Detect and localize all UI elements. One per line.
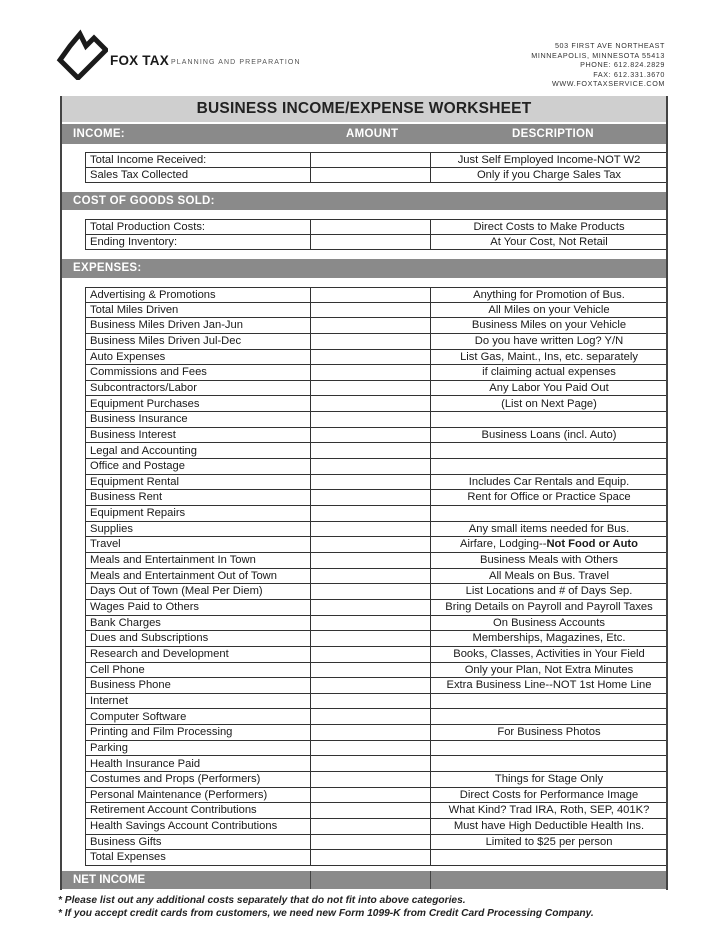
row-left-border bbox=[85, 834, 86, 851]
table-row bbox=[86, 219, 666, 235]
row-left-border bbox=[85, 521, 86, 538]
row-description bbox=[432, 537, 666, 552]
row-left-border bbox=[85, 536, 86, 553]
row-description-text: Memberships, Magazines, Etc. bbox=[472, 632, 626, 645]
amount-cell[interactable] bbox=[310, 474, 431, 490]
table-row bbox=[86, 350, 666, 366]
row-description-text: All Meals on Bus. Travel bbox=[488, 569, 609, 582]
table-row bbox=[86, 303, 666, 319]
row-description bbox=[432, 235, 666, 250]
row-left-border bbox=[85, 599, 86, 616]
row-left-border bbox=[85, 787, 86, 804]
row-left-border bbox=[85, 474, 86, 491]
table-row bbox=[86, 584, 666, 600]
row-description bbox=[432, 334, 666, 349]
row-left-border bbox=[85, 615, 86, 632]
row-left-border bbox=[85, 505, 86, 522]
table-row bbox=[86, 835, 666, 851]
row-label: Equipment Rental bbox=[90, 475, 179, 488]
table-row bbox=[86, 600, 666, 616]
row-label: Wages Paid to Others bbox=[90, 601, 200, 613]
row-description-text: Direct Costs to Make Products bbox=[473, 221, 625, 233]
amount-cell[interactable] bbox=[310, 364, 431, 380]
row-left-border bbox=[85, 568, 86, 585]
income-section-header bbox=[62, 124, 666, 144]
table-row bbox=[86, 365, 666, 381]
table-row bbox=[86, 710, 666, 726]
amount-cell[interactable] bbox=[310, 505, 431, 521]
row-description bbox=[432, 788, 666, 803]
table-row bbox=[86, 152, 666, 168]
row-description bbox=[432, 835, 666, 850]
amount-cell[interactable] bbox=[310, 152, 431, 168]
row-description bbox=[432, 584, 666, 599]
row-left-border bbox=[85, 771, 86, 788]
row-left-border bbox=[85, 349, 86, 366]
row-left-border bbox=[85, 756, 86, 773]
table-row bbox=[86, 725, 666, 741]
row-left-border bbox=[85, 709, 86, 726]
row-description-text: Airfare, Lodging-- bbox=[460, 538, 547, 551]
amount-cell[interactable] bbox=[310, 443, 431, 459]
row-label: Meals and Entertainment In Town bbox=[90, 554, 256, 567]
row-description bbox=[432, 381, 666, 396]
net-income-amount-cell[interactable] bbox=[310, 871, 431, 889]
table-row bbox=[86, 694, 666, 710]
amount-cell[interactable] bbox=[310, 521, 431, 537]
table-row bbox=[86, 850, 666, 866]
row-description-text: Limited to $25 per person bbox=[485, 835, 613, 848]
website-line: WWW.FOXTAXSERVICE.COM bbox=[552, 79, 665, 89]
row-label: Business Interest bbox=[90, 428, 176, 441]
travel-description-bold: Not Food or Auto bbox=[546, 538, 638, 551]
row-label: Travel bbox=[90, 538, 121, 551]
worksheet-title: BUSINESS INCOME/EXPENSE WORKSHEET bbox=[62, 96, 666, 122]
row-label: Business Miles Driven Jul-Dec bbox=[90, 334, 242, 347]
amount-cell[interactable] bbox=[310, 615, 431, 631]
row-label: Total Expenses bbox=[90, 851, 166, 864]
row-description bbox=[432, 725, 666, 740]
amount-cell[interactable] bbox=[310, 552, 431, 568]
row-description-text: Bring Details on Payroll and Payroll Taxes bbox=[445, 601, 653, 613]
cogs-section-header bbox=[62, 192, 666, 210]
row-description bbox=[432, 600, 666, 615]
amount-cell[interactable] bbox=[310, 458, 431, 474]
amount-cell[interactable] bbox=[310, 317, 431, 333]
worksheet bbox=[60, 96, 668, 890]
row-description bbox=[432, 647, 666, 662]
amount-cell[interactable] bbox=[310, 724, 431, 740]
amount-cell[interactable] bbox=[310, 333, 431, 349]
row-description-text: For Business Photos bbox=[497, 726, 601, 739]
table-row bbox=[86, 381, 666, 397]
row-left-border bbox=[85, 364, 86, 381]
row-description bbox=[432, 303, 666, 318]
row-left-border bbox=[85, 380, 86, 397]
amount-cell[interactable] bbox=[310, 380, 431, 396]
row-left-border bbox=[85, 302, 86, 319]
row-label: Personal Maintenance (Performers) bbox=[90, 788, 268, 801]
table-row bbox=[86, 287, 666, 303]
amount-cell[interactable] bbox=[310, 630, 431, 646]
row-description-text: Extra Business Line--NOT 1st Home Line bbox=[446, 679, 652, 692]
amount-cell[interactable] bbox=[310, 802, 431, 818]
row-description bbox=[432, 428, 666, 443]
row-description-text: Any Labor You Paid Out bbox=[489, 381, 609, 394]
row-description-text: Rent for Office or Practice Space bbox=[467, 491, 631, 504]
row-label: Subcontractors/Labor bbox=[90, 381, 197, 394]
row-description bbox=[432, 220, 666, 235]
table-row bbox=[86, 475, 666, 491]
row-label: Bank Charges bbox=[90, 616, 161, 629]
table-row bbox=[86, 663, 666, 679]
row-left-border bbox=[85, 443, 86, 460]
footnote-additional-costs: * Please list out any additional costs separately that do not fit into above categories. bbox=[58, 895, 466, 906]
row-label: Total Income Received: bbox=[90, 154, 207, 166]
amount-cell[interactable] bbox=[310, 771, 431, 787]
brand-tagline: PLANNING AND PREPARATION bbox=[171, 59, 301, 66]
row-description-text: Only if you Charge Sales Tax bbox=[476, 168, 622, 181]
row-description-text: Business Loans (incl. Auto) bbox=[481, 428, 617, 441]
row-left-border bbox=[85, 427, 86, 444]
row-label: Legal and Accounting bbox=[90, 444, 197, 457]
amount-cell[interactable] bbox=[310, 427, 431, 443]
table-row bbox=[86, 444, 666, 460]
row-left-border bbox=[85, 646, 86, 663]
table-row bbox=[86, 318, 666, 334]
amount-cell[interactable] bbox=[310, 411, 431, 427]
row-left-border bbox=[85, 396, 86, 413]
row-label: Internet bbox=[90, 694, 128, 707]
table-row bbox=[86, 678, 666, 694]
row-description bbox=[432, 397, 666, 412]
row-description bbox=[432, 153, 666, 168]
row-description bbox=[432, 365, 666, 380]
fax-line: FAX: 612.331.3670 bbox=[593, 69, 665, 79]
row-description-text: Business Miles on your Vehicle bbox=[471, 319, 627, 332]
address-line: 503 FIRST AVE NORTHEAST bbox=[554, 41, 665, 50]
row-description-text: if claiming actual expenses bbox=[482, 366, 616, 379]
phone-line: PHONE: 612.824.2829 bbox=[580, 60, 665, 70]
row-description bbox=[432, 772, 666, 787]
row-label: Commissions and Fees bbox=[90, 366, 207, 379]
table-row bbox=[86, 428, 666, 444]
amount-cell[interactable] bbox=[310, 787, 431, 803]
table-row bbox=[86, 397, 666, 413]
amount-cell[interactable] bbox=[310, 756, 431, 772]
row-label: Business Miles Driven Jan-Jun bbox=[90, 319, 243, 332]
brand-name: FOX TAX bbox=[110, 53, 169, 68]
row-left-border bbox=[85, 552, 86, 569]
table-row bbox=[86, 506, 666, 522]
row-left-border bbox=[85, 317, 86, 334]
row-description-text: Business Meals with Others bbox=[479, 554, 619, 567]
row-left-border bbox=[85, 489, 86, 506]
table-row bbox=[86, 569, 666, 585]
row-description-text: Includes Car Rentals and Equip. bbox=[468, 475, 630, 488]
row-description-text: Only your Plan, Not Extra Minutes bbox=[464, 663, 634, 676]
amount-cell[interactable] bbox=[310, 287, 431, 303]
row-description-text: Must have High Deductible Health Ins. bbox=[453, 820, 645, 833]
row-description-text: Things for Stage Only bbox=[494, 773, 604, 786]
row-description bbox=[432, 318, 666, 333]
row-description-text: On Business Accounts bbox=[493, 616, 605, 629]
row-description-text: (List on Next Page) bbox=[501, 397, 597, 410]
row-left-border bbox=[85, 411, 86, 428]
table-row bbox=[86, 168, 666, 184]
row-description-text: Just Self Employed Income-NOT W2 bbox=[457, 154, 641, 166]
row-left-border bbox=[85, 724, 86, 741]
row-left-border bbox=[85, 583, 86, 600]
table-row bbox=[86, 772, 666, 788]
table-row bbox=[86, 631, 666, 647]
row-description-text: At Your Cost, Not Retail bbox=[490, 235, 608, 248]
row-left-border bbox=[85, 818, 86, 835]
row-left-border bbox=[85, 662, 86, 679]
amount-cell[interactable] bbox=[310, 167, 431, 183]
row-description-text: All Miles on your Vehicle bbox=[488, 303, 610, 316]
description-column-header: DESCRIPTION bbox=[512, 128, 594, 140]
row-left-border bbox=[85, 234, 86, 251]
amount-cell[interactable] bbox=[310, 219, 431, 235]
cogs-label: COST OF GOODS SOLD: bbox=[73, 195, 215, 207]
expenses-section-header bbox=[62, 259, 666, 278]
row-description bbox=[432, 663, 666, 678]
amount-cell[interactable] bbox=[310, 834, 431, 850]
row-description bbox=[432, 819, 666, 834]
row-label: Dues and Subscriptions bbox=[90, 632, 209, 645]
row-description-text: Any small items needed for Bus. bbox=[468, 522, 630, 535]
row-label: Supplies bbox=[90, 522, 133, 535]
table-row bbox=[86, 757, 666, 773]
table-row bbox=[86, 522, 666, 538]
row-left-border bbox=[85, 630, 86, 647]
row-label: Advertising & Promotions bbox=[90, 289, 216, 301]
amount-cell[interactable] bbox=[310, 646, 431, 662]
row-label: Business Phone bbox=[90, 679, 171, 692]
row-left-border bbox=[85, 849, 86, 866]
table-row bbox=[86, 537, 666, 553]
address-line: MINNEAPOLIS, MINNESOTA 55413 bbox=[531, 50, 665, 60]
row-description-text: List Gas, Maint., Ins, etc. separately bbox=[460, 350, 638, 363]
row-label: Research and Development bbox=[90, 647, 229, 660]
income-label: INCOME: bbox=[73, 128, 125, 140]
table-row bbox=[86, 788, 666, 804]
row-label: Retirement Account Contributions bbox=[90, 804, 257, 817]
row-description bbox=[432, 168, 666, 183]
row-label: Business Rent bbox=[90, 491, 163, 504]
row-label: Costumes and Props (Performers) bbox=[90, 773, 261, 786]
amount-cell[interactable] bbox=[310, 568, 431, 584]
row-description-text: Do you have written Log? Y/N bbox=[474, 334, 624, 347]
table-row bbox=[86, 819, 666, 835]
row-description bbox=[432, 616, 666, 631]
amount-cell[interactable] bbox=[310, 849, 431, 865]
row-label: Computer Software bbox=[90, 710, 187, 723]
row-label: Business Gifts bbox=[90, 835, 162, 848]
table-row bbox=[86, 741, 666, 757]
amount-cell[interactable] bbox=[310, 234, 431, 250]
row-label: Parking bbox=[90, 741, 128, 754]
table-row bbox=[86, 553, 666, 569]
row-label: Meals and Entertainment Out of Town bbox=[90, 569, 277, 582]
row-description-text: Anything for Promotion of Bus. bbox=[473, 289, 625, 301]
table-row bbox=[86, 616, 666, 632]
amount-cell[interactable] bbox=[310, 536, 431, 552]
row-description-text: Books, Classes, Activities in Your Field bbox=[453, 647, 645, 660]
amount-cell[interactable] bbox=[310, 396, 431, 412]
amount-cell[interactable] bbox=[310, 599, 431, 615]
row-left-border bbox=[85, 167, 86, 184]
company-address bbox=[531, 41, 665, 89]
amount-cell[interactable] bbox=[310, 489, 431, 505]
net-income-label: NET INCOME bbox=[73, 874, 146, 886]
row-description bbox=[432, 678, 666, 693]
row-description bbox=[432, 553, 666, 568]
row-label: Ending Inventory: bbox=[90, 235, 178, 248]
row-description-text: List Locations and # of Days Sep. bbox=[465, 585, 633, 598]
amount-cell[interactable] bbox=[310, 709, 431, 725]
row-label: Equipment Repairs bbox=[90, 507, 186, 520]
row-label: Printing and Film Processing bbox=[90, 726, 233, 739]
row-description bbox=[432, 288, 666, 303]
table-row bbox=[86, 334, 666, 350]
row-description-text: Direct Costs for Performance Image bbox=[459, 788, 639, 801]
row-description bbox=[432, 522, 666, 537]
amount-column-header: AMOUNT bbox=[346, 128, 399, 140]
row-label: Sales Tax Collected bbox=[90, 168, 189, 181]
table-row bbox=[86, 490, 666, 506]
expenses-label: EXPENSES: bbox=[73, 262, 142, 274]
table-row bbox=[86, 459, 666, 475]
amount-cell[interactable] bbox=[310, 662, 431, 678]
amount-cell[interactable] bbox=[310, 302, 431, 318]
amount-cell[interactable] bbox=[310, 349, 431, 365]
table-row bbox=[86, 235, 666, 251]
net-income-row bbox=[62, 871, 666, 889]
amount-cell[interactable] bbox=[310, 583, 431, 599]
fox-tax-logo-icon bbox=[56, 28, 108, 80]
row-description bbox=[432, 569, 666, 584]
table-row bbox=[86, 412, 666, 428]
footnote-form-1099k: * If you accept credit cards from customers, we need new Form 1099-K from Credit Card Processing Company. bbox=[58, 908, 594, 919]
row-description-text: What Kind? Trad IRA, Roth, SEP, 401K? bbox=[448, 804, 650, 817]
row-left-border bbox=[85, 458, 86, 475]
table-row bbox=[86, 647, 666, 663]
row-label: Health Savings Account Contributions bbox=[90, 820, 278, 833]
amount-cell[interactable] bbox=[310, 818, 431, 834]
row-label: Cell Phone bbox=[90, 663, 145, 676]
row-left-border bbox=[85, 740, 86, 757]
row-left-border bbox=[85, 802, 86, 819]
row-label: Total Miles Driven bbox=[90, 303, 179, 316]
amount-cell[interactable] bbox=[310, 693, 431, 709]
row-left-border bbox=[85, 693, 86, 710]
row-label: Business Insurance bbox=[90, 413, 188, 426]
row-label: Auto Expenses bbox=[90, 350, 166, 363]
row-label: Total Production Costs: bbox=[90, 221, 206, 233]
amount-cell[interactable] bbox=[310, 740, 431, 756]
row-description bbox=[432, 490, 666, 505]
row-description bbox=[432, 475, 666, 490]
amount-cell[interactable] bbox=[310, 677, 431, 693]
row-description bbox=[432, 631, 666, 646]
row-description bbox=[432, 803, 666, 818]
row-label: Equipment Purchases bbox=[90, 397, 200, 410]
row-label: Days Out of Town (Meal Per Diem) bbox=[90, 585, 263, 598]
row-left-border bbox=[85, 677, 86, 694]
row-description bbox=[432, 350, 666, 365]
row-left-border bbox=[85, 333, 86, 350]
row-label: Health Insurance Paid bbox=[90, 757, 201, 770]
row-label: Office and Postage bbox=[90, 460, 185, 473]
table-row bbox=[86, 803, 666, 819]
